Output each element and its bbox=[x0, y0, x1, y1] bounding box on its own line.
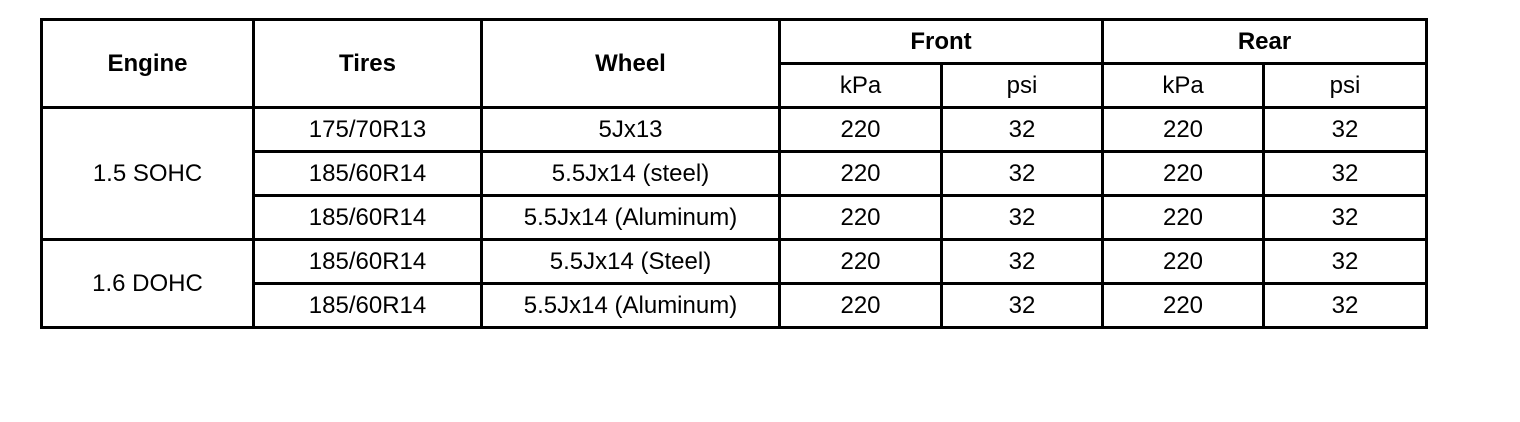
front-psi-cell: 32 bbox=[942, 152, 1103, 196]
tires-cell: 185/60R14 bbox=[254, 152, 482, 196]
rear-psi-cell: 32 bbox=[1264, 240, 1427, 284]
wheel-cell: 5.5Jx14 (Aluminum) bbox=[482, 284, 780, 328]
tires-cell: 185/60R14 bbox=[254, 196, 482, 240]
tires-cell: 175/70R13 bbox=[254, 108, 482, 152]
front-kpa-cell: 220 bbox=[780, 284, 942, 328]
tires-cell: 185/60R14 bbox=[254, 284, 482, 328]
wheel-cell: 5.5Jx14 (Steel) bbox=[482, 240, 780, 284]
rear-kpa-cell: 220 bbox=[1103, 240, 1264, 284]
rear-psi-cell: 32 bbox=[1264, 108, 1427, 152]
wheel-cell: 5Jx13 bbox=[482, 108, 780, 152]
front-psi-cell: 32 bbox=[942, 196, 1103, 240]
header-rear-kpa: kPa bbox=[1103, 64, 1264, 108]
front-kpa-cell: 220 bbox=[780, 108, 942, 152]
rear-kpa-cell: 220 bbox=[1103, 196, 1264, 240]
table-row bbox=[42, 108, 1427, 152]
tires-cell: 185/60R14 bbox=[254, 240, 482, 284]
rear-psi-cell: 32 bbox=[1264, 152, 1427, 196]
rear-psi-cell: 32 bbox=[1264, 284, 1427, 328]
header-row-top bbox=[42, 20, 1427, 64]
header-tires: Tires bbox=[254, 20, 482, 108]
engine-cell: 1.5 SOHC bbox=[42, 108, 254, 240]
front-psi-cell: 32 bbox=[942, 284, 1103, 328]
front-kpa-cell: 220 bbox=[780, 196, 942, 240]
header-engine: Engine bbox=[42, 20, 254, 108]
table-row bbox=[42, 240, 1427, 284]
rear-kpa-cell: 220 bbox=[1103, 152, 1264, 196]
header-front: Front bbox=[780, 20, 1103, 64]
header-rear: Rear bbox=[1103, 20, 1427, 64]
header-front-kpa: kPa bbox=[780, 64, 942, 108]
header-front-psi: psi bbox=[942, 64, 1103, 108]
rear-kpa-cell: 220 bbox=[1103, 284, 1264, 328]
wheel-cell: 5.5Jx14 (steel) bbox=[482, 152, 780, 196]
wheel-cell: 5.5Jx14 (Aluminum) bbox=[482, 196, 780, 240]
rear-psi-cell: 32 bbox=[1264, 196, 1427, 240]
tire-pressure-table bbox=[40, 18, 1428, 329]
front-psi-cell: 32 bbox=[942, 240, 1103, 284]
engine-cell: 1.6 DOHC bbox=[42, 240, 254, 328]
rear-kpa-cell: 220 bbox=[1103, 108, 1264, 152]
header-rear-psi: psi bbox=[1264, 64, 1427, 108]
header-wheel: Wheel bbox=[482, 20, 780, 108]
front-kpa-cell: 220 bbox=[780, 240, 942, 284]
front-kpa-cell: 220 bbox=[780, 152, 942, 196]
front-psi-cell: 32 bbox=[942, 108, 1103, 152]
